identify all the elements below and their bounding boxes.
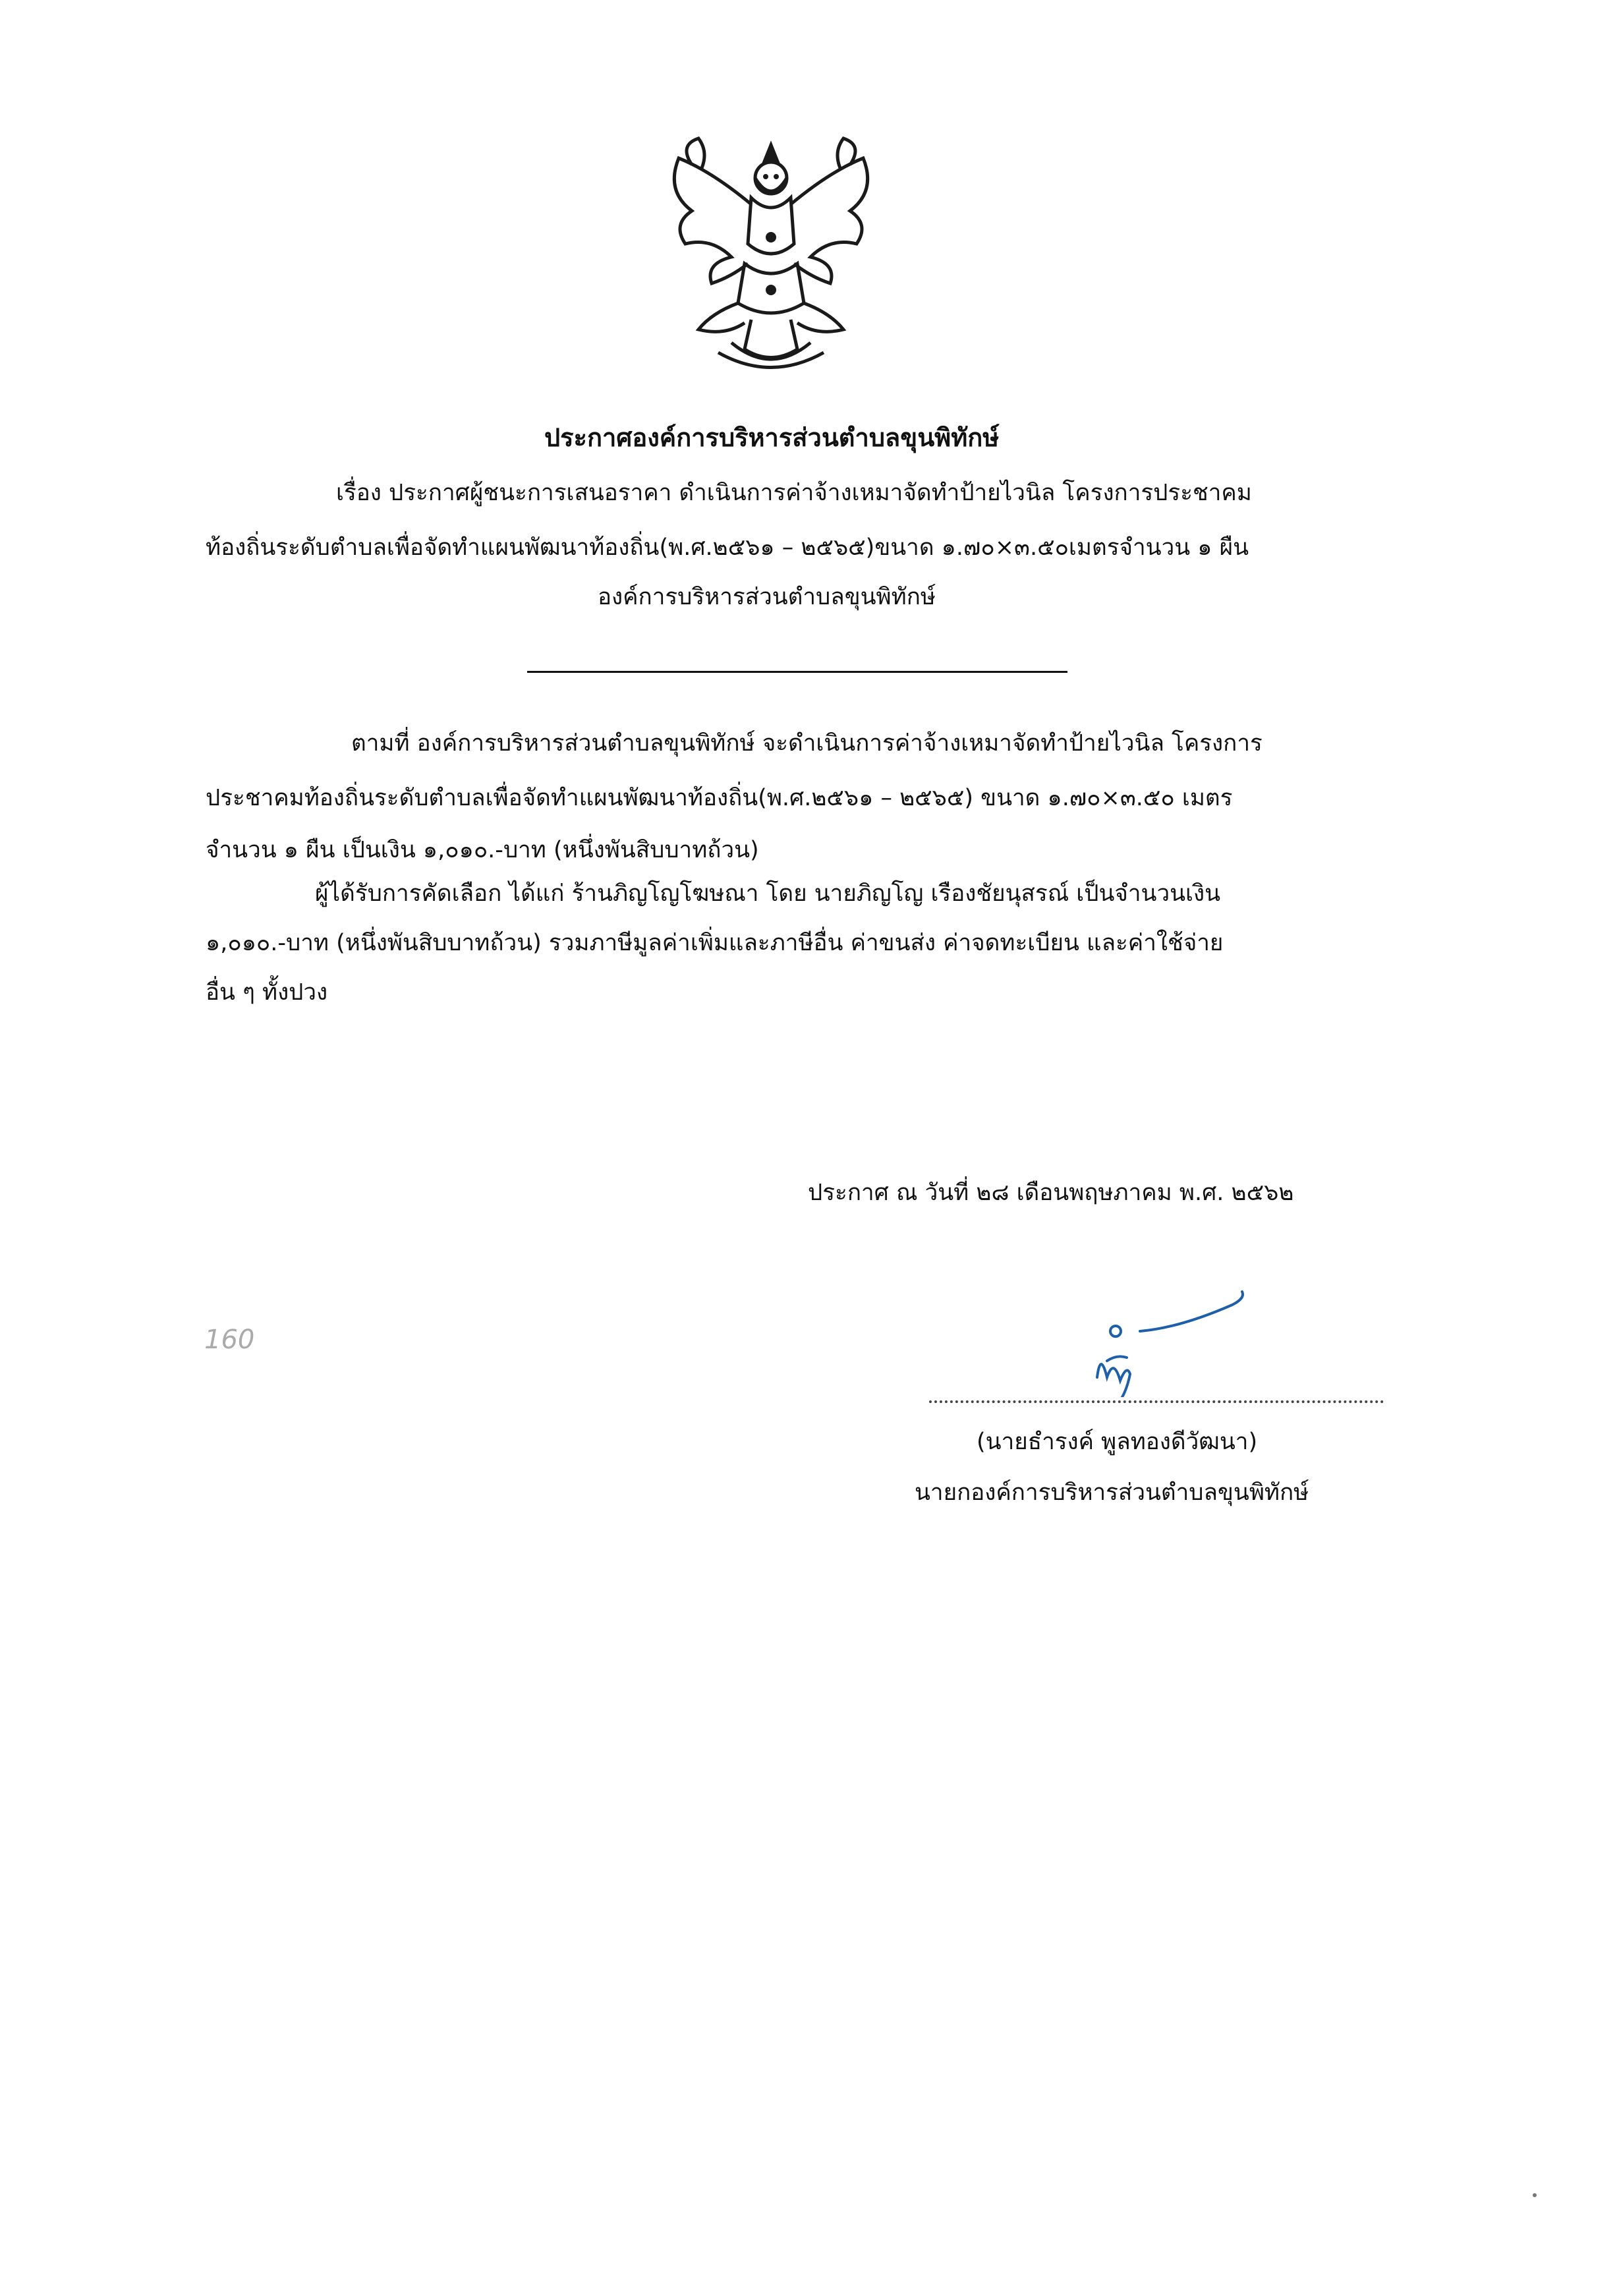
handwritten-signature <box>1081 1265 1265 1397</box>
paragraph-line: จำนวน ๑ ผืน เป็นเงิน ๑,๐๑๐.-บาท (หนึ่งพันสิบบาทถ้วน) <box>206 837 759 863</box>
paragraph-line: ประชาคมท้องถิ่นระดับตำบลเพื่อจัดทำแผนพัฒนาท้องถิ่น(พ.ศ.๒๕๖๑ – ๒๕๖๕) ขนาด ๑.๗๐×๓.๕๐ เมตร <box>206 785 1233 811</box>
title-divider <box>527 671 1067 673</box>
subject-line: ท้องถิ่นระดับตำบลเพื่อจัดทำแผนพัฒนาท้องถิ่น(พ.ศ.๒๕๖๑ – ๒๕๖๕)ขนาด ๑.๗๐×๓.๕๐เมตรจำนวน ๑ ผืน <box>206 534 1249 561</box>
scan-speck <box>1533 2193 1537 2197</box>
signer-name: (นายธำรงค์ พูลทองดีวัฒนา) <box>977 1429 1258 1455</box>
signer-position: นายกองค์การบริหารส่วนตำบลขุนพิทักษ์ <box>915 1479 1309 1506</box>
subject-line: องค์การบริหารส่วนตำบลขุนพิทักษ์ <box>598 584 936 610</box>
signature-dotted-line <box>929 1400 1384 1403</box>
paragraph-line: ตามที่ องค์การบริหารส่วนตำบลขุนพิทักษ์ จะดำเนินการค่าจ้างเหมาจัดทำป้ายไวนิล โครงการ <box>351 730 1263 757</box>
garuda-emblem <box>652 132 890 376</box>
announcement-title: ประกาศองค์การบริหารส่วนตำบลขุนพิทักษ์ <box>544 423 1000 452</box>
paragraph-line: อื่น ๆ ทั้งปวง <box>206 979 328 1006</box>
subject-line: เรื่อง ประกาศผู้ชนะการเสนอราคา ดำเนินการค่าจ้างเหมาจัดทำป้ายไวนิล โครงการประชาคม <box>336 480 1252 506</box>
paragraph-line: ผู้ได้รับการคัดเลือก ได้แก่ ร้านภิญโญโฆษณา โดย นายภิญโญ เรืองชัยนุสรณ์ เป็นจำนวนเงิน <box>315 880 1221 907</box>
announcement-date: ประกาศ ณ วันที่ ๒๘ เดือนพฤษภาคม พ.ศ. ๒๕๖๒ <box>808 1180 1294 1206</box>
paragraph-line: ๑,๐๑๐.-บาท (หนึ่งพันสิบบาทถ้วน) รวมภาษีมูลค่าเพิ่มและภาษีอื่น ค่าขนส่ง ค่าจดทะเบียน และค่าใช้จ่าย <box>206 930 1224 956</box>
margin-note: 160 <box>204 1325 255 1355</box>
